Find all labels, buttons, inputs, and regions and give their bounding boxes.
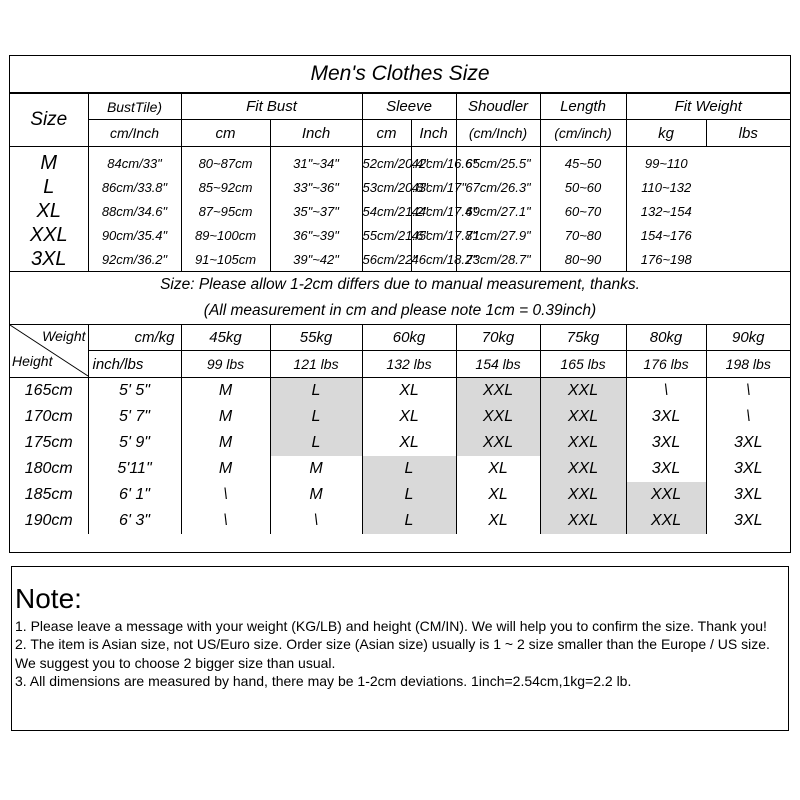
fit-weight-lbs-unit: lbs (706, 120, 790, 147)
recommended-size-cell: XL (362, 378, 456, 405)
weight-lbs: 132 lbs (362, 351, 456, 378)
size-cell: 45~50 (540, 147, 626, 176)
height-ft: 5' 7" (88, 404, 181, 430)
size-cell: 55cm/21.6" (362, 223, 411, 247)
recommended-size-cell: XL (456, 508, 540, 534)
height-row (10, 456, 790, 482)
size-cell: 80~90 (540, 247, 626, 271)
weight-lbs: 198 lbs (706, 351, 790, 378)
size-cell: 31"~34" (270, 147, 362, 176)
weight-lbs: 154 lbs (456, 351, 540, 378)
weight-label: Weight (42, 328, 86, 344)
recommended-size-cell: L (362, 508, 456, 534)
weight-kg: 70kg (456, 325, 540, 351)
size-cell: 60~70 (540, 199, 626, 223)
recommended-size-cell: XXL (540, 456, 626, 482)
recommended-size-cell: M (270, 482, 362, 508)
recommended-size-cell: XXL (456, 378, 540, 405)
sleeve-inch-unit: Inch (411, 120, 456, 147)
recommended-size-cell: XL (362, 430, 456, 456)
notice-line-2: (All measurement in cm and please note 1cm = 0.39inch) (203, 302, 597, 319)
size-row (10, 175, 790, 199)
size-row (10, 199, 790, 223)
shoulder-header: Shoudler (456, 94, 540, 120)
size-row (10, 247, 790, 271)
size-cell: 87~95cm (181, 199, 270, 223)
unit-lbs: inch/lbs (88, 351, 181, 378)
size-cell: 91~105cm (181, 247, 270, 271)
recommended-size-cell: L (270, 430, 362, 456)
weight-kg: 75kg (540, 325, 626, 351)
height-ft: 5' 5" (88, 378, 181, 405)
recommended-size-cell: XXL (626, 482, 706, 508)
size-cell: 44cm/17.4" (411, 199, 456, 223)
recommended-size-cell: M (270, 456, 362, 482)
size-label: 3XL (10, 247, 88, 271)
size-cell: 92cm/36.2" (88, 247, 181, 271)
size-chart (9, 55, 791, 553)
size-label: M (10, 147, 88, 176)
chart-title: Men's Clothes Size (10, 56, 790, 93)
size-cell: 85~92cm (181, 175, 270, 199)
height-ft: 5'11" (88, 456, 181, 482)
size-cell: 52cm/20.4" (362, 147, 411, 176)
weight-kg: 80kg (626, 325, 706, 351)
size-label: XXL (10, 223, 88, 247)
recommended-size-cell: XXL (540, 404, 626, 430)
note-box (11, 566, 789, 731)
recommended-size-cell: \ (181, 508, 270, 534)
weight-height-table (10, 324, 790, 534)
size-cell: 88cm/34.6" (88, 199, 181, 223)
size-cell: 176~198 (626, 247, 706, 271)
weight-kg: 90kg (706, 325, 790, 351)
shoulder-unit: (cm/Inch) (456, 120, 540, 147)
recommended-size-cell: 3XL (706, 430, 790, 456)
recommended-size-cell: M (181, 430, 270, 456)
note-line: 1. Please leave a message with your weight (KG/LB) and height (CM/IN). We will help you to confirm the size. Thank you! (15, 618, 767, 634)
recommended-size-cell: 3XL (626, 456, 706, 482)
size-cell: 69cm/27.1" (456, 199, 540, 223)
height-cm: 170cm (10, 404, 88, 430)
recommended-size-cell: \ (270, 508, 362, 534)
recommended-size-cell: \ (706, 404, 790, 430)
size-label: L (10, 175, 88, 199)
notice-line-1: Size: Please allow 1-2cm differs due to manual measurement, thanks. (160, 276, 640, 293)
recommended-size-cell: XXL (540, 482, 626, 508)
recommended-size-cell: M (181, 404, 270, 430)
size-cell: 86cm/33.8" (88, 175, 181, 199)
weight-height-corner (10, 325, 88, 378)
measurement-notice (10, 271, 790, 324)
size-cell: 36"~39" (270, 223, 362, 247)
recommended-size-cell: XL (456, 482, 540, 508)
recommended-size-cell: 3XL (626, 430, 706, 456)
recommended-size-cell: 3XL (626, 404, 706, 430)
recommended-size-cell: 3XL (706, 508, 790, 534)
height-cm: 165cm (10, 378, 88, 405)
size-cell: 45cm/17.8" (411, 223, 456, 247)
size-cell: 99~110 (626, 147, 706, 176)
size-table (10, 93, 790, 271)
size-cell: 42cm/16.6" (411, 147, 456, 176)
height-ft: 5' 9" (88, 430, 181, 456)
height-cm: 175cm (10, 430, 88, 456)
recommended-size-cell: 3XL (706, 482, 790, 508)
size-cell: 56cm/22" (362, 247, 411, 271)
height-cm: 185cm (10, 482, 88, 508)
size-cell: 33"~36" (270, 175, 362, 199)
fit-bust-header: Fit Bust (181, 94, 362, 120)
recommended-size-cell: L (362, 456, 456, 482)
recommended-size-cell: \ (706, 378, 790, 405)
height-ft: 6' 3" (88, 508, 181, 534)
recommended-size-cell: XL (456, 456, 540, 482)
size-cell: 70~80 (540, 223, 626, 247)
length-unit: (cm/inch) (540, 120, 626, 147)
recommended-size-cell: XXL (626, 508, 706, 534)
size-cell: 39"~42" (270, 247, 362, 271)
size-label: XL (10, 199, 88, 223)
weight-kg: 45kg (181, 325, 270, 351)
weight-lbs: 165 lbs (540, 351, 626, 378)
height-row (10, 482, 790, 508)
size-cell: 89~100cm (181, 223, 270, 247)
recommended-size-cell: M (181, 378, 270, 405)
bust-header: BustTile) (88, 94, 181, 120)
recommended-size-cell: L (362, 482, 456, 508)
recommended-size-cell: XXL (540, 430, 626, 456)
recommended-size-cell: XL (362, 404, 456, 430)
note-title: Note: (15, 583, 82, 614)
height-ft: 6' 1" (88, 482, 181, 508)
weight-lbs: 99 lbs (181, 351, 270, 378)
size-cell: 53cm/20.8" (362, 175, 411, 199)
fit-bust-cm-unit: cm (181, 120, 270, 147)
size-cell: 46cm/18.2" (411, 247, 456, 271)
recommended-size-cell: 3XL (706, 456, 790, 482)
size-cell: 110~132 (626, 175, 706, 199)
recommended-size-cell: L (270, 404, 362, 430)
size-cell: 35"~37" (270, 199, 362, 223)
weight-kg: 60kg (362, 325, 456, 351)
size-cell: 65cm/25.5" (456, 147, 540, 176)
recommended-size-cell: XXL (456, 404, 540, 430)
recommended-size-cell: M (181, 456, 270, 482)
size-cell: 80~87cm (181, 147, 270, 176)
recommended-size-cell: XXL (540, 508, 626, 534)
height-row (10, 508, 790, 534)
bust-unit: cm/Inch (88, 120, 181, 147)
height-row (10, 378, 790, 405)
fit-weight-header: Fit Weight (626, 94, 790, 120)
sleeve-cm-unit: cm (362, 120, 411, 147)
size-row (10, 223, 790, 247)
recommended-size-cell: \ (181, 482, 270, 508)
note-lines (15, 617, 785, 690)
size-cell: 90cm/35.4" (88, 223, 181, 247)
note-line: We suggest you to choose 2 bigger size than usual. (15, 654, 336, 671)
height-row (10, 404, 790, 430)
size-cell: 71cm/27.9" (456, 223, 540, 247)
length-header: Length (540, 94, 626, 120)
weight-lbs: 176 lbs (626, 351, 706, 378)
height-label: Height (12, 353, 53, 369)
size-cell: 50~60 (540, 175, 626, 199)
weight-kg: 55kg (270, 325, 362, 351)
recommended-size-cell: XXL (456, 430, 540, 456)
sleeve-header: Sleeve (362, 94, 456, 120)
fit-weight-kg-unit: kg (626, 120, 706, 147)
size-cell: 43cm/17" (411, 175, 456, 199)
size-cell: 54cm/21.2" (362, 199, 411, 223)
fit-bust-inch-unit: Inch (270, 120, 362, 147)
size-cell: 67cm/26.3" (456, 175, 540, 199)
size-header: Size (10, 94, 88, 147)
recommended-size-cell: \ (626, 378, 706, 405)
size-cell: 73cm/28.7" (456, 247, 540, 271)
note-line: 2. The item is Asian size, not US/Euro size. Order size (Asian size) usually is 1 ~ 2 size smaller than the Europe / US size. (15, 636, 770, 653)
weight-lbs: 121 lbs (270, 351, 362, 378)
size-cell: 84cm/33" (88, 147, 181, 176)
height-row (10, 430, 790, 456)
note-line: 3. All dimensions are measured by hand, there may be 1-2cm deviations. 1inch=2.54cm,1kg=2.2 lb. (15, 672, 632, 689)
height-cm: 190cm (10, 508, 88, 534)
recommended-size-cell: L (270, 378, 362, 405)
size-cell: 132~154 (626, 199, 706, 223)
size-cell: 154~176 (626, 223, 706, 247)
unit-kg: cm/kg (88, 325, 181, 351)
height-cm: 180cm (10, 456, 88, 482)
size-row (10, 147, 790, 176)
recommended-size-cell: XXL (540, 378, 626, 405)
